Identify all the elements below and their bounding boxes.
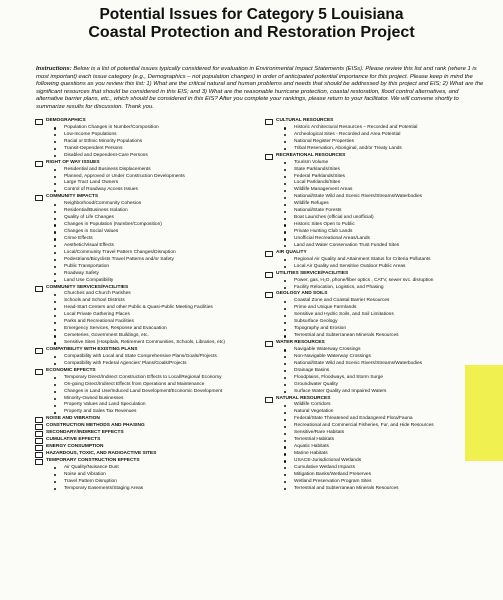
item-label: Subsurface Geology	[294, 319, 338, 325]
issue-item	[268, 125, 490, 132]
bullet-icon	[284, 460, 286, 462]
issue-item	[38, 236, 260, 243]
item-label: Transit-Dependent Persons	[64, 145, 123, 151]
bullet-icon	[284, 280, 286, 282]
category-label: CULTURAL RESOURCES	[276, 118, 334, 123]
bullet-icon	[54, 155, 56, 157]
item-label: Recreational and Commercial Fisheries, Fur, and Hide Resources	[294, 423, 434, 429]
item-label: Neighborhood/Community Cohesion	[64, 201, 142, 207]
issue-item	[268, 361, 490, 368]
bullet-icon	[284, 315, 286, 317]
issue-item	[38, 167, 260, 174]
item-label: Surface Water Quality and Impaired Waters	[294, 388, 387, 394]
bullet-icon	[284, 266, 286, 268]
bullet-icon	[284, 218, 286, 220]
item-label: Navigable Waterway Crossings	[294, 346, 361, 352]
bullet-icon	[284, 197, 286, 199]
issue-category	[268, 340, 490, 347]
bullet-icon	[284, 231, 286, 233]
item-label: Tribal Reservation, Aboriginal, and/or Treaty Lands	[294, 145, 402, 151]
issue-item	[38, 472, 260, 479]
item-label: National/State Wild and Scenic Rivers/Streams/Waterbodies	[294, 360, 423, 366]
bullet-icon	[284, 162, 286, 164]
item-label: Changes in Social Values	[64, 229, 119, 234]
item-label: Floodplains, Floodways, and Storm Surge	[294, 374, 384, 380]
issue-item	[38, 271, 260, 278]
issue-category	[268, 271, 490, 278]
issue-item	[268, 132, 490, 139]
bullet-icon	[284, 481, 286, 483]
item-label: Prime and Unique Farmlands	[294, 305, 357, 311]
issue-item	[268, 465, 490, 472]
bullet-icon	[284, 301, 286, 303]
item-label: Public Transportation	[64, 263, 110, 269]
item-label: Historic Sites Open to Public	[294, 222, 355, 228]
category-label: UTILITIES SERVICE/FACILITIES	[276, 270, 349, 276]
issue-item	[38, 333, 260, 340]
issue-item	[38, 264, 260, 271]
item-label: National/State Forests	[294, 208, 342, 214]
issue-category	[38, 118, 260, 125]
instructions-text: Below is a list of potential issues typically considered for evaluation in Environmental Impact Statements (EISs). Please review this list and rank (where 1 is most important) each issue category (e.g., Demographics – not population changes) in order of anticipated potential importance for this project. Please keep in mind the following questions as you review this list: 1) What are the critical natural and human problems and needs that should be addressed by this project and EIS; 2) What are the significant resources that should be considered in this EIS; and 3) What are the reasonable hurricane protection, coastal restoration, flood control alternatives, and alternative barrier plans, etc., which should be considered in this EIS? After you complete your rankings, please return to your facilitator. We will convene shortly to summarize results for discussion. Thank you.	[36, 66, 484, 110]
issue-category	[38, 160, 260, 167]
item-label: Residential and Business Displacements	[64, 166, 151, 172]
issue-item	[268, 354, 490, 361]
item-label: Tourism Volume	[294, 159, 329, 165]
category-label: ECONOMIC EFFECTS	[46, 367, 96, 373]
bullet-icon	[54, 384, 56, 386]
item-label: Private Hunting Club Lands	[294, 229, 353, 234]
item-label: Local Private Gathering Places	[64, 312, 130, 318]
right-column	[268, 118, 490, 493]
item-label: Disabled and Dependent-Care Persons	[64, 152, 148, 158]
item-label: Pedestrians/Bicyclists Travel Patterns and/or Safety	[64, 256, 174, 262]
item-label: Local Parklands/Sites	[294, 180, 341, 186]
bullet-icon	[284, 176, 286, 178]
issue-item	[38, 153, 260, 160]
bullet-icon	[284, 224, 286, 226]
item-label: Groundwater Quality	[294, 381, 338, 387]
item-label: Schools and School Districts	[64, 298, 125, 304]
category-label: RECREATIONAL RESOURCES	[276, 152, 346, 158]
issue-item	[268, 458, 490, 465]
item-label: Racial or Ethnic Minority Populations	[64, 138, 143, 144]
bullet-icon	[54, 356, 56, 358]
bullet-icon	[284, 211, 286, 213]
bullet-icon	[284, 169, 286, 171]
item-label: Noise and Vibration	[64, 471, 106, 477]
item-label: Temporary Direct/Indirect Construction Effects to Local/Regional Economy	[64, 374, 222, 380]
item-label: Compatibility with Local and State Comprehensive Plans/Goals/Projects	[64, 353, 217, 359]
category-label: HAZARDOUS, TOXIC, AND RADIOACTIVE SITES	[46, 451, 157, 456]
item-label: Drainage Basins	[294, 367, 330, 373]
bullet-icon	[54, 148, 56, 150]
bullet-icon	[284, 204, 286, 206]
item-label: Land and Water Conservation Trust Funded Sites	[294, 242, 400, 248]
bullet-icon	[284, 238, 286, 240]
bullet-icon	[54, 266, 56, 268]
issue-item	[268, 451, 490, 458]
issue-item	[38, 340, 260, 347]
category-label: SECONDARY/INDIRECT EFFECTS	[46, 430, 124, 436]
bullet-icon	[284, 322, 286, 324]
issue-item	[38, 257, 260, 264]
item-label: Changes in Population (Number/Composition)	[64, 222, 162, 228]
issue-item	[268, 382, 490, 389]
item-label: Regional Air Quality and Attainment Status for Criteria Pollutants	[294, 256, 431, 262]
item-label: Roadway Safety	[64, 270, 99, 276]
bullet-icon	[284, 259, 286, 261]
item-label: National Register Properties	[294, 138, 354, 144]
issue-category	[38, 458, 260, 465]
item-label: Quality of Life Changes	[64, 215, 114, 221]
item-label: Facility Relocation, Logistics, and Phasing	[294, 284, 384, 290]
bullet-icon	[54, 224, 56, 226]
bullet-icon	[284, 426, 286, 428]
issue-category	[268, 153, 490, 160]
issue-item	[38, 486, 260, 493]
bullet-icon	[54, 252, 56, 254]
issue-item	[38, 229, 260, 236]
issue-item	[268, 222, 490, 229]
bullet-icon	[284, 287, 286, 289]
category-label: COMMUNITY SERVICES/FACILITIES	[46, 284, 129, 290]
bullet-icon	[54, 322, 56, 324]
bullet-icon	[284, 134, 286, 136]
item-label: Natural Vegetation	[294, 409, 334, 415]
item-label: Planned, Approved or Under Construction Developments	[64, 173, 185, 179]
bullet-icon	[54, 204, 56, 206]
bullet-icon	[284, 349, 286, 351]
bullet-icon	[54, 259, 56, 261]
bullet-icon	[54, 294, 56, 296]
bullet-icon	[54, 245, 56, 247]
bullet-icon	[54, 315, 56, 317]
left-column	[38, 118, 260, 493]
item-label: Cemeteries, Government Buildings, etc.	[64, 333, 149, 339]
title-line-2: Coastal Protection and Restoration Project	[88, 24, 415, 41]
issue-item	[38, 375, 260, 382]
item-label: Sensitive Sites (Hospitals, Retirement Communities, Schools, Libraries, etc)	[64, 340, 226, 345]
issue-item	[268, 264, 490, 271]
issue-item	[268, 160, 490, 167]
bullet-icon	[54, 481, 56, 483]
bullet-icon	[54, 169, 56, 171]
bullet-icon	[54, 134, 56, 136]
item-label: USACE-Jurisdictional Wetlands	[294, 457, 362, 463]
item-label: Archeological Sites - Recorded and Area Potential	[294, 131, 401, 137]
item-label: Wetland Preservation Program Sites	[294, 478, 372, 484]
category-label: COMMUNITY IMPACTS	[46, 194, 99, 200]
item-label: Compatibility with Federal Agencies' Plans/Goals/Projects	[64, 360, 187, 366]
issue-item	[38, 243, 260, 250]
issue-item	[268, 479, 490, 486]
bullet-icon	[284, 440, 286, 442]
bullet-icon	[284, 148, 286, 150]
issue-item	[38, 479, 260, 486]
item-label: Land Use Compatibility	[64, 277, 114, 283]
item-label: Terrestrial and Subterranean Minerals Resources	[294, 333, 399, 339]
bullet-icon	[54, 308, 56, 310]
bullet-icon	[284, 370, 286, 372]
issue-item	[268, 146, 490, 153]
issue-item	[268, 278, 490, 285]
bullet-icon	[54, 405, 56, 407]
bullet-icon	[54, 391, 56, 393]
category-label: DEMOGRAPHICS	[46, 118, 86, 123]
issue-item	[268, 257, 490, 264]
bullet-icon	[54, 301, 56, 303]
bullet-icon	[54, 474, 56, 476]
issue-category	[268, 250, 490, 257]
item-label: Boat Launches (official and unofficial)	[294, 215, 374, 221]
issue-item	[38, 125, 260, 132]
bullet-icon	[54, 377, 56, 379]
item-label: Churches and Church Parishes	[64, 291, 131, 297]
category-label: COMPATIBILITY WITH EXISTING PLANS	[46, 346, 138, 352]
bullet-icon	[54, 211, 56, 213]
issue-item	[268, 389, 490, 396]
bullet-icon	[284, 391, 286, 393]
category-label: CUMULATIVE EFFECTS	[46, 437, 101, 443]
item-label: Federal Parklands/Sites	[294, 173, 345, 179]
bullet-icon	[284, 127, 286, 129]
issue-item	[38, 278, 260, 285]
item-label: Crime Effects	[64, 235, 93, 241]
issue-item	[38, 389, 260, 396]
issue-item	[268, 243, 490, 250]
bullet-icon	[284, 363, 286, 365]
item-label: Air Quality/Nuisance Dust	[64, 464, 119, 470]
bullet-icon	[54, 127, 56, 129]
bullet-icon	[284, 384, 286, 386]
bullet-icon	[284, 377, 286, 379]
bullet-icon	[54, 329, 56, 331]
item-label: Parks and Recreational Facilities	[64, 319, 134, 325]
bullet-icon	[284, 488, 286, 490]
bullet-icon	[284, 446, 286, 448]
issue-item	[268, 347, 490, 354]
item-label: Wildlife Corridors	[294, 402, 331, 408]
item-label: Federal/State Threatened and Endangered Flora/Fauna	[294, 416, 413, 422]
bullet-icon	[54, 488, 56, 490]
category-label: NATURAL RESOURCES	[276, 395, 331, 401]
bullet-icon	[284, 474, 286, 476]
bullet-icon	[284, 405, 286, 407]
bullet-icon	[284, 433, 286, 435]
bullet-icon	[284, 245, 286, 247]
title-line-1: Potential Issues for Category 5 Louisiana	[99, 6, 404, 23]
item-label: Wildlife Management Areas	[294, 187, 353, 193]
item-label: Emergency Services, Response and Evacuation	[64, 326, 167, 332]
item-label: State Parklands/Sites	[294, 166, 340, 172]
item-label: Power, gas, H₂O, phone/fiber optics , CATV, sewer svc. disruption	[294, 277, 434, 283]
issue-item	[268, 236, 490, 243]
category-label: NOISE AND VIBRATION	[46, 416, 100, 422]
bullet-icon	[54, 176, 56, 178]
bullet-icon	[284, 467, 286, 469]
issue-item	[38, 354, 260, 361]
item-label: On-going Direct/Indirect Effects from Operations and Maintenance	[64, 381, 205, 387]
item-label: Aquatic Habitats	[294, 444, 329, 450]
bullet-icon	[284, 329, 286, 331]
bullet-icon	[54, 342, 56, 344]
item-label: Wildlife Refuges	[294, 201, 329, 207]
item-label: Marine Habitats	[294, 451, 328, 456]
bullet-icon	[54, 190, 56, 192]
issue-item	[38, 139, 260, 146]
category-label: WATER RESOURCES	[276, 340, 325, 345]
issue-item	[268, 375, 490, 382]
issue-category	[38, 444, 260, 451]
issue-item	[38, 250, 260, 257]
item-label: Changes in Land Use/Induced Land Development/Economic Development	[64, 388, 223, 394]
item-label: Low-Income Populations	[64, 131, 117, 137]
issue-category	[38, 347, 260, 354]
issue-item	[268, 229, 490, 236]
issue-item	[38, 146, 260, 153]
issue-category	[38, 451, 260, 458]
bullet-icon	[284, 141, 286, 143]
item-label: Residential/Business Isolation	[64, 208, 128, 214]
bullet-icon	[284, 335, 286, 337]
item-label: National/State Wild and Scenic Rivers/Streams/Waterbodies	[294, 194, 423, 200]
issue-item	[38, 361, 260, 368]
item-label: Large Tract Land Owners	[64, 180, 119, 186]
bullet-icon	[54, 467, 56, 469]
bullet-icon	[54, 363, 56, 365]
item-label: Topography and Erosion	[294, 326, 347, 332]
item-label: Terrestrial Habitats	[294, 437, 334, 443]
item-label: Temporary Easements/Staging Areas	[64, 485, 144, 491]
issue-category	[268, 118, 490, 125]
item-label: Cumulative Wetland Impacts	[294, 464, 355, 470]
bullet-icon	[54, 398, 56, 400]
category-label: ENERGY CONSUMPTION	[46, 444, 104, 450]
issue-item	[38, 222, 260, 229]
item-label: Head-Start Centers and other Public & Quasi-Public Meeting Facilities	[64, 305, 213, 311]
bullet-icon	[54, 183, 56, 185]
item-label: Travel Pattern Disruption	[64, 478, 117, 484]
item-label: Sensitive/Rare Habitats	[294, 430, 345, 436]
item-label: Control of Roadway Access Issues	[64, 187, 138, 193]
issue-item	[268, 167, 490, 174]
bullet-icon	[54, 218, 56, 220]
item-label: Unofficial Recreational Areas/Lands	[294, 235, 370, 241]
bullet-icon	[54, 280, 56, 282]
item-label: Aesthetic/Visual Effects	[64, 242, 114, 248]
bullet-icon	[284, 190, 286, 192]
issue-item	[268, 368, 490, 375]
item-label: Local Air Quality and Sensitive Outdoor Public Areas	[294, 263, 406, 269]
item-label: Historic Architectural Resources – Recorded and Potential	[294, 124, 418, 130]
instructions-label: Instructions:	[36, 66, 72, 72]
issue-item	[268, 472, 490, 479]
item-label: Property and Sales Tax Revenues	[64, 409, 137, 415]
bullet-icon	[54, 238, 56, 240]
category-label: GEOLOGY AND SOILS	[276, 291, 328, 297]
bullet-icon	[284, 453, 286, 455]
category-label: RIGHT OF WAY ISSUES	[46, 159, 100, 165]
bullet-icon	[54, 273, 56, 275]
bullet-icon	[284, 412, 286, 414]
item-label: Sensitive and Hydric Soils, and Soil Limitations	[294, 312, 394, 318]
item-label: Mitigation Banks/Wetland Preserves	[294, 471, 371, 477]
item-label: Non-Navigable Waterway Crossings	[294, 353, 371, 359]
item-label: Local/Community Travel Pattern Changes/Disruption	[64, 249, 176, 255]
bullet-icon	[54, 412, 56, 414]
bullet-icon	[284, 356, 286, 358]
item-label: Terrestrial and Subterranean Minerals Resources	[294, 485, 399, 491]
issue-item	[38, 382, 260, 389]
issue-item	[268, 486, 490, 493]
category-label: AIR QUALITY	[276, 249, 307, 255]
bullet-icon	[284, 308, 286, 310]
item-label: Coastal Zone and Coastal Barrier Resources	[294, 298, 390, 304]
instructions	[36, 66, 484, 112]
issue-item	[268, 333, 490, 340]
bullet-icon	[54, 335, 56, 337]
category-label: CONSTRUCTION METHODS AND PHASING	[46, 423, 145, 429]
bullet-icon	[284, 183, 286, 185]
issue-item	[268, 444, 490, 451]
bullet-icon	[54, 141, 56, 143]
item-label: Property Values and Land Speculation	[64, 402, 146, 408]
issue-item	[268, 139, 490, 146]
item-label: Population Changes in Number/Composition	[64, 124, 159, 130]
bullet-icon	[284, 419, 286, 421]
bullet-icon	[54, 231, 56, 233]
category-label: TEMPORARY CONSTRUCTION EFFECTS	[46, 457, 140, 463]
issue-item	[38, 132, 260, 139]
issue-item	[38, 465, 260, 472]
item-label: Minority-Owned Businesses	[64, 395, 124, 401]
issue-category	[38, 368, 260, 375]
